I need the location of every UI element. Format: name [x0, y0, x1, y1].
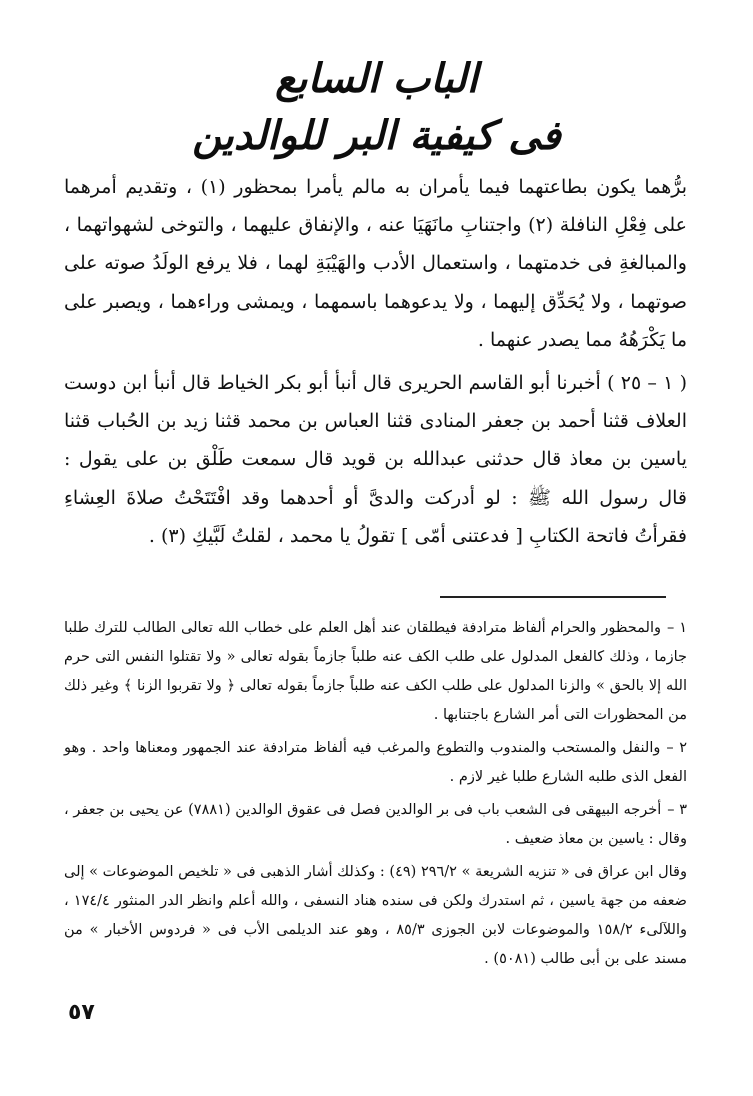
- footnote-2: [64, 734, 687, 792]
- chapter-subtitle: فى كيفية البر للوالدين: [192, 112, 561, 159]
- chapter-heading: [0, 50, 753, 164]
- chapter-title: الباب السابع: [275, 55, 478, 102]
- footnote-text: والمحظور والحرام ألفاظ مترادفة فيطلقان عند أهل العلم على خطاب الله تعالى الطالب للترك طلبا جازما ، وذلك كالفعل المدلول على طلب الكف عنه طلباً جازماً بقوله تعالى « ولا تقتلوا النفس التى حرم الله إلا بالحق » والزنا المدلول على طلب الكف عنه طلباً جازماً بقوله تعالى ﴿ ولا تقربوا الزنا ﴾ وغير ذلك من المحظورات التى أمر الشارع باجتنابها .: [64, 620, 687, 723]
- footnote-separator: [440, 596, 666, 598]
- footnote-number: ١ –: [666, 620, 687, 636]
- footnote-text: وقال ابن عراق فى « تنزيه الشريعة » ٢٩٦/٢ (٤٩) : وكذلك أشار الذهبى فى « تلخيص الموضوعات » إلى ضعفه من جهة ياسين ، ثم استدرك ولكن فى سنده هناد النسفى ، والله أعلم وانظر الدر المنثور ١٧٤/٤ ، واللآلىء ١٥٨/٢ والموضوعات لابن الجوزى ٨٥/٣ ، وهو عند الديلمى الأب فى « فردوس الأخبار » من مسند على بن أبى طالب (٥٠٨١) .: [64, 864, 687, 967]
- page-number: ٥٧: [68, 1000, 95, 1025]
- footnote-text: أخرجه البيهقى فى الشعب باب فى بر الوالدين فصل فى عقوق الوالدين (٧٨٨١) عن يحيى بن جعفر ، وقال : ياسين بن معاذ ضعيف .: [64, 802, 687, 847]
- footnote-3-continued: [64, 858, 687, 974]
- body-paragraph-1: برُّهما يكون بطاعتهما فيما يأمران به مالم يأمرا بمحظور (١) ، وتقديم أمرهما على فِعْلِ النافلة (٢) واجتنابِ مانَهَيَا عنه ، والإنفاق عليهما ، والتوخى لشهواتهما ، والمبالغةِ فى خدمتهما ، واستعمال الأدب والهَيْبَةِ لهما ، فلا يرفع الولَدُ صوته على صوتهما ، ولا يُحَدِّق إليهما ، ولا يدعوهما باسمهما ، ويمشى وراءهما ، ويصبر على ما يَكْرَهُهُ مما يصدر عنهما .: [64, 176, 687, 351]
- footnotes: [64, 614, 687, 978]
- footnote-number: ٢ –: [666, 740, 687, 756]
- footnote-text: والنفل والمستحب والمندوب والتطوع والمرغب فيه ألفاظ مترادفة عند الجمهور ومعناها واحد . وهو الفعل الذى طلبه الشارع طلبا غير لازم .: [64, 740, 687, 785]
- footnote-1: [64, 614, 687, 730]
- hadith-paragraph: ( ١ – ٢٥ ) أخبرنا أبو القاسم الحريرى قال أنبأ أبو بكر الخياط قال أنبأ ابن دوست العلاف قثنا أحمد بن جعفر المنادى قثنا العباس بن محمد قثنا زيد بن الحُباب قثنا ياسين بن معاذ قال حدثنى عبدالله بن قويد قال سمعت طَلْق بن على يقول : قال رسول الله ﷺ : لو أدركت والدىَّ أو أحدهما وقد افْتَتَحْتُ صلاةَ العِشاءِ فقرأتُ فاتحة الكتابِ [ فدعتنى أمّى ] تقولُ يا محمد ، لقلتُ لَبَّيكِ (٣) .: [64, 372, 687, 547]
- footnote-3: [64, 796, 687, 854]
- footnote-number: ٣ –: [667, 802, 688, 818]
